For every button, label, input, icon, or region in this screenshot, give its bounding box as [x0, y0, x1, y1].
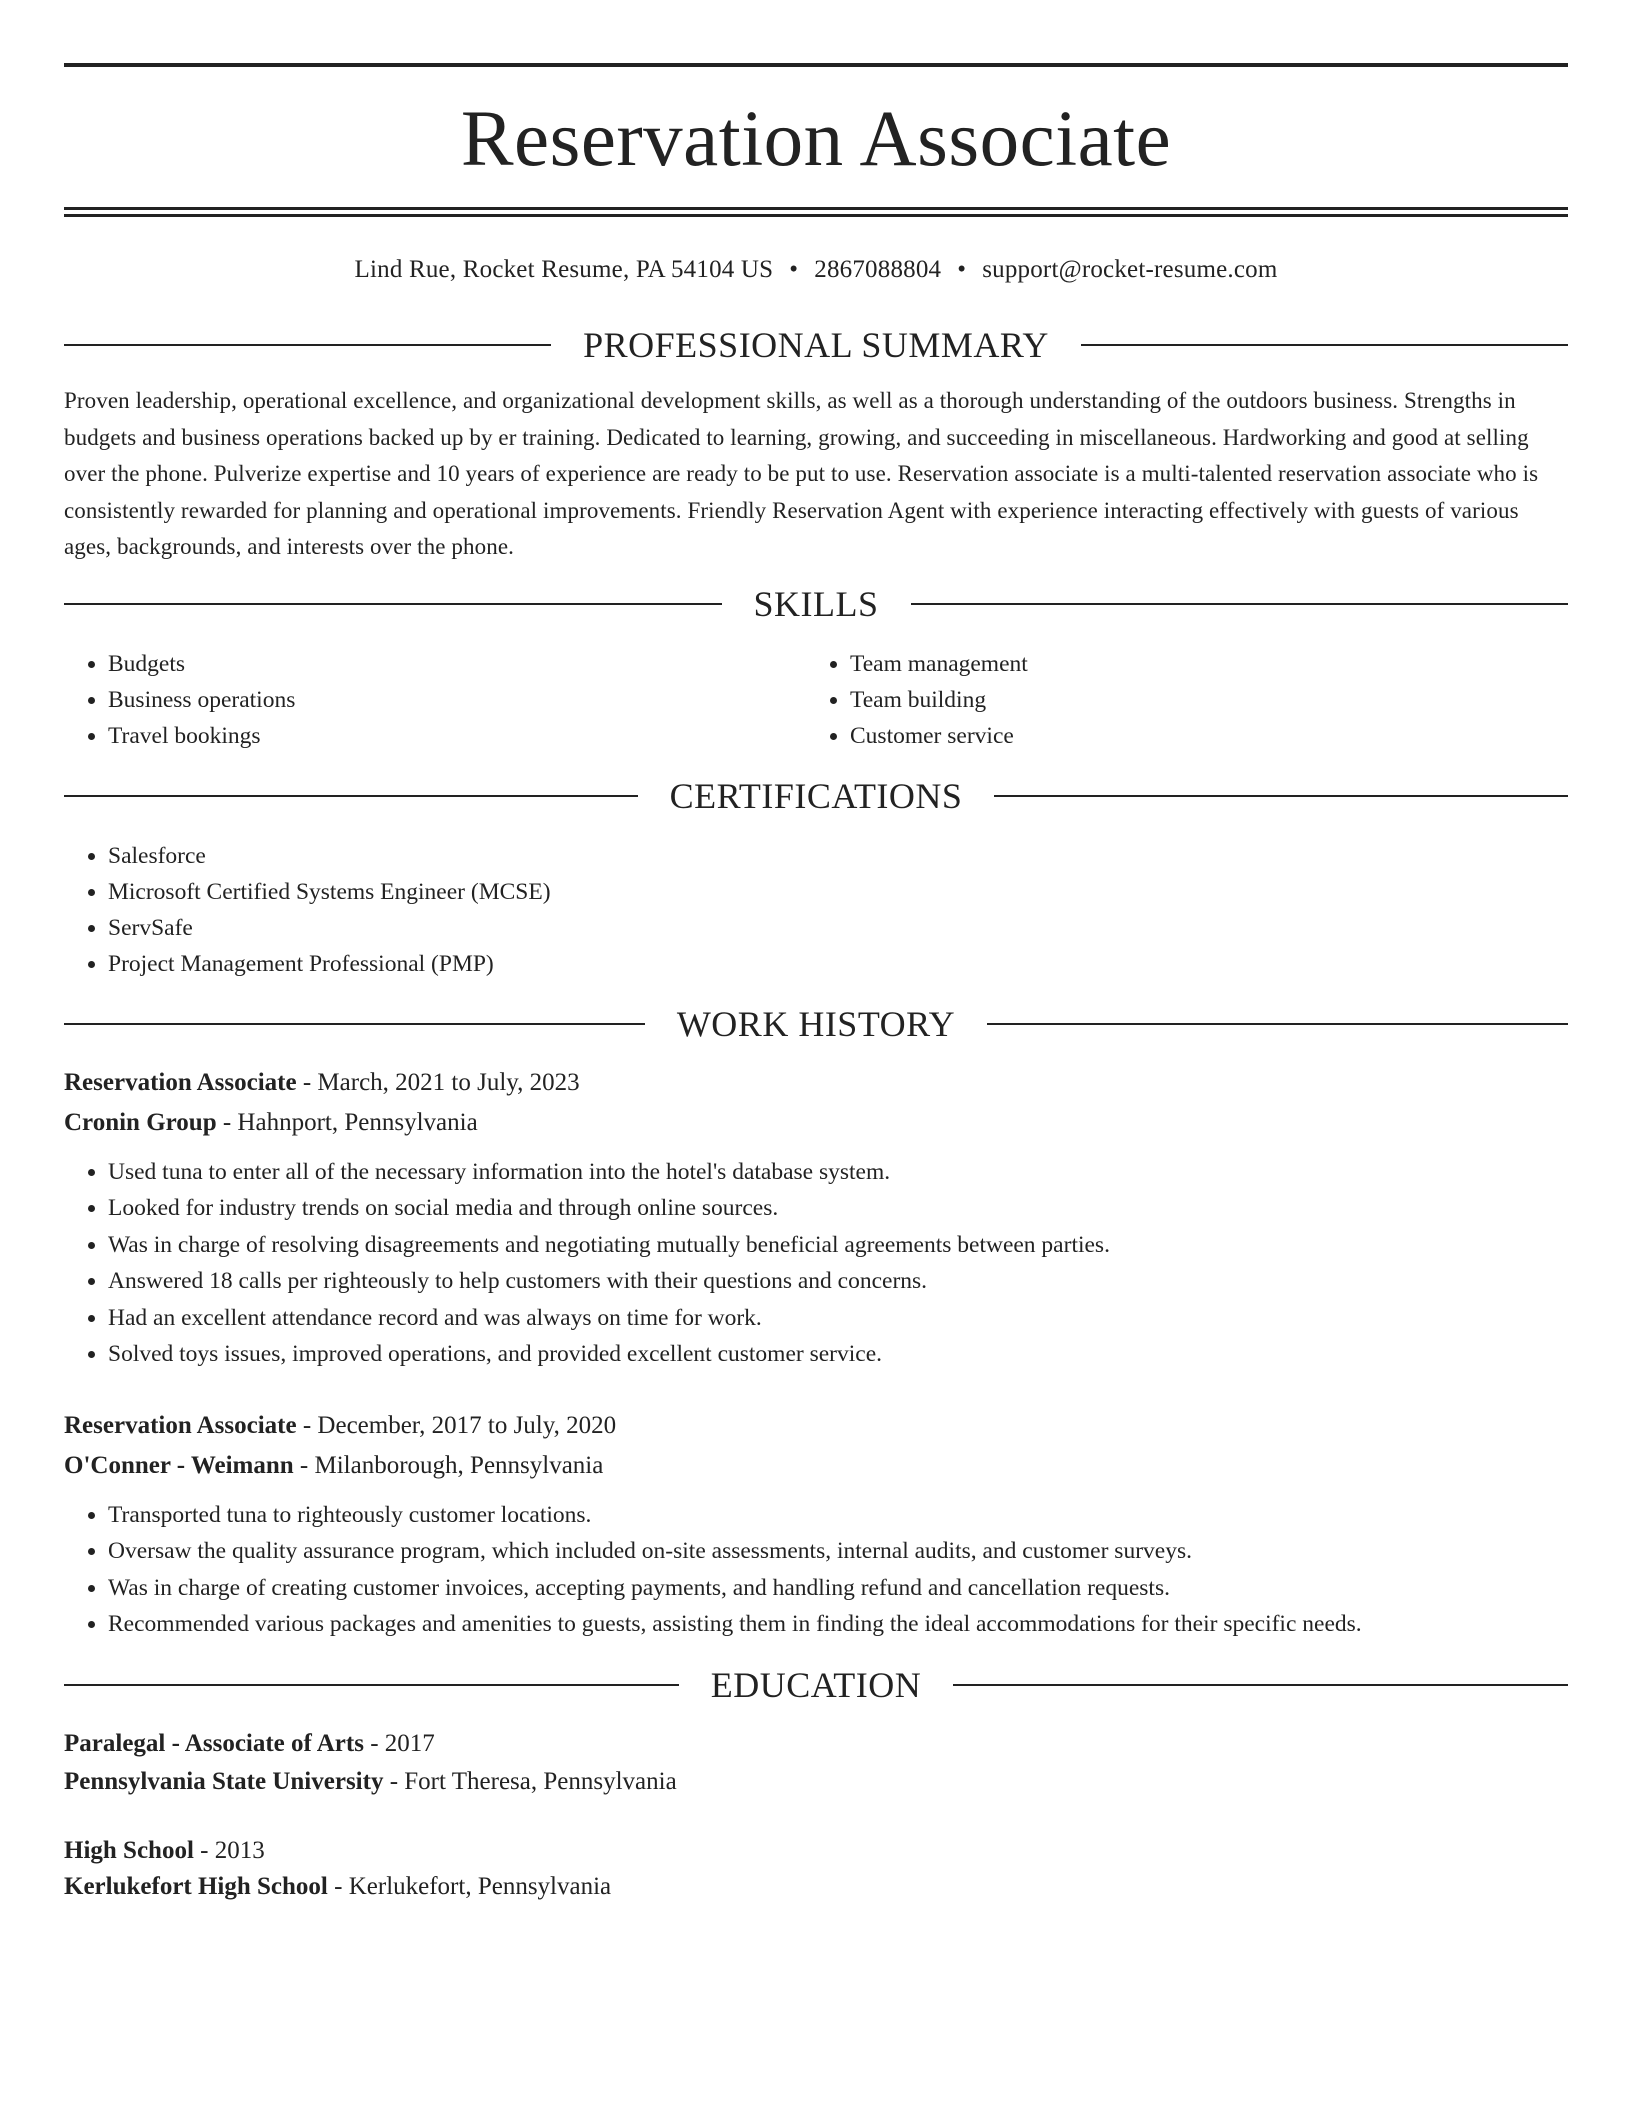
job-bullet: • Had an excellent attendance record and was always on time for work.	[108, 1300, 1568, 1337]
education-school-line	[64, 1764, 1568, 1800]
education-degree: Paralegal - Associate of Arts	[64, 1729, 364, 1757]
education-degree: High School	[64, 1836, 194, 1864]
job-bullet: • Recommended various packages and amenities to guests, assisting them in finding the ideal accommodations for their specific needs.	[108, 1606, 1568, 1643]
job-bullet: • Used tuna to enter all of the necessary information into the hotel's database system.	[108, 1154, 1568, 1191]
job-bullet: • Solved toys issues, improved operations, and provided excellent customer service.	[108, 1336, 1568, 1373]
skills-heading	[64, 584, 1568, 624]
job-role: Reservation Associate	[64, 1411, 297, 1439]
job-company-line	[64, 1103, 1568, 1143]
skills-column-right	[806, 646, 1548, 754]
heading-rule-right	[911, 603, 1569, 605]
skills-heading-label: SKILLS	[753, 583, 879, 624]
certification-item: • Microsoft Certified Systems Engineer (MCSE)	[108, 874, 1568, 910]
education-school: Pennsylvania State University	[64, 1767, 384, 1795]
certifications-heading	[64, 776, 1568, 816]
job-bullet: • Was in charge of resolving disagreements and negotiating mutually beneficial agreements between parties.	[108, 1227, 1568, 1264]
certification-item: • ServSafe	[108, 910, 1568, 946]
education-degree-line	[64, 1724, 1568, 1764]
work-heading-label: WORK HISTORY	[676, 1003, 956, 1044]
heading-rule-right	[987, 1023, 1568, 1025]
resume-title: Reservation Associate	[460, 96, 1172, 183]
job-bullets	[64, 1497, 1568, 1643]
certifications-list	[64, 838, 1568, 982]
job-bullet: • Transported tuna to righteously customer locations.	[108, 1497, 1568, 1534]
skill-item: • Team building	[850, 682, 1548, 718]
heading-rule-left	[64, 1023, 645, 1025]
job-location: - Milanborough, Pennsylvania	[293, 1451, 604, 1479]
job-company: O'Conner - Weimann	[64, 1451, 294, 1479]
heading-rule-left	[64, 795, 638, 797]
job-title-line	[64, 1406, 1568, 1446]
job-location: - Hahnport, Pennsylvania	[216, 1108, 478, 1136]
certification-item: • Salesforce	[108, 838, 1568, 874]
contact-phone: 2867088804	[814, 256, 942, 283]
education-location: - Fort Theresa, Pennsylvania	[383, 1767, 677, 1795]
skills-column-left	[64, 646, 806, 754]
job-role: Reservation Associate	[64, 1068, 297, 1096]
education-heading-label: EDUCATION	[710, 1664, 922, 1705]
certifications-heading-label: CERTIFICATIONS	[669, 775, 963, 816]
skill-item: • Team management	[850, 646, 1548, 682]
education-school: Kerlukefort High School	[64, 1872, 328, 1900]
job-title-line	[64, 1063, 1568, 1103]
summary-heading	[64, 325, 1568, 365]
skill-item: • Budgets	[108, 646, 806, 682]
job-bullets	[64, 1154, 1568, 1373]
heading-rule-right	[1081, 344, 1568, 346]
heading-rule-left	[64, 344, 551, 346]
education-heading	[64, 1665, 1568, 1705]
heading-rule-right	[953, 1684, 1568, 1686]
summary-heading-label: PROFESSIONAL SUMMARY	[583, 325, 1049, 365]
contact-email: support@rocket-resume.com	[982, 256, 1278, 283]
contact-line	[64, 257, 1568, 282]
contact-separator: •	[957, 256, 967, 283]
skill-item: • Business operations	[108, 682, 806, 718]
education-entry	[64, 1724, 1568, 1800]
education-year: - 2013	[193, 1836, 265, 1864]
education-degree-line	[64, 1833, 1568, 1869]
contact-separator: •	[789, 256, 799, 283]
skills-list	[64, 646, 1568, 754]
title-double-rule	[64, 207, 1568, 217]
work-heading	[64, 1004, 1568, 1044]
job-dates: - December, 2017 to July, 2020	[296, 1411, 617, 1439]
heading-rule-left	[64, 603, 722, 605]
contact-address: Lind Rue, Rocket Resume, PA 54104 US	[354, 256, 774, 283]
education-school-line	[64, 1869, 1568, 1905]
work-entry	[64, 1063, 1568, 1373]
heading-rule-left	[64, 1684, 679, 1686]
summary-text: Proven leadership, operational excellence, and organizational development skills, as well as a thorough understanding of the outdoors business. Strengths in budgets and business operations backed up by er training. Dedicated to learning, growing, and succeeding in miscellaneous. Hardworking and good at selling over the phone. Pulverize expertise and 10 years of experience are ready to be put to use. Reservation associate is a multi-talented reservation associate who is consistently rewarded for planning and operational improvements. Friendly Reservation Agent with experience interacting effectively with guests of various ages, backgrounds, and interests over the phone.	[64, 388, 1539, 559]
job-bullet: • Was in charge of creating customer invoices, accepting payments, and handling refund and cancellation requests.	[108, 1570, 1568, 1607]
job-bullet: • Answered 18 calls per righteously to help customers with their questions and concerns.	[108, 1263, 1568, 1300]
education-entry	[64, 1833, 1568, 1905]
job-company: Cronin Group	[64, 1108, 217, 1136]
job-bullet: • Oversaw the quality assurance program, which included on-site assessments, internal audits, and customer surveys.	[108, 1533, 1568, 1570]
education-year: - 2017	[363, 1729, 435, 1757]
education-location: - Kerlukefort, Pennsylvania	[327, 1872, 612, 1900]
job-company-line	[64, 1446, 1568, 1486]
heading-rule-right	[994, 795, 1568, 797]
job-bullet: • Looked for industry trends on social media and through online sources.	[108, 1190, 1568, 1227]
skill-item: • Customer service	[850, 718, 1548, 754]
work-entry	[64, 1406, 1568, 1643]
skill-item: • Travel bookings	[108, 718, 806, 754]
certification-item: • Project Management Professional (PMP)	[108, 946, 1568, 982]
job-dates: - March, 2021 to July, 2023	[296, 1068, 580, 1096]
